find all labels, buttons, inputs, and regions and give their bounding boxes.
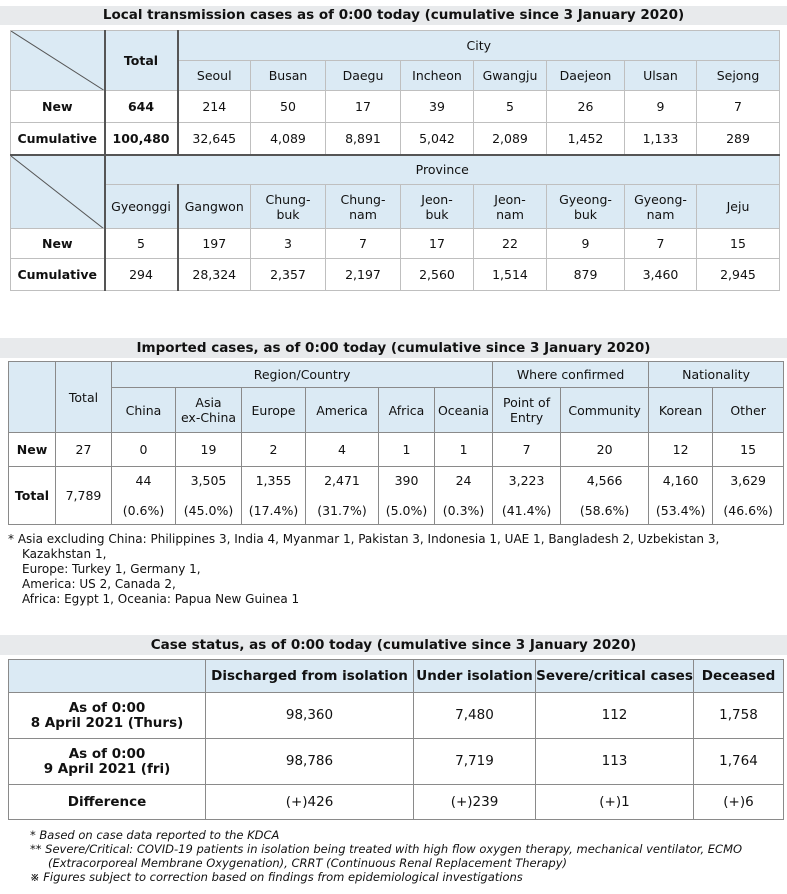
city-new-value: 50 [251,91,326,123]
city-new-value: 7 [697,91,780,123]
imported-new-value: 20 [561,433,649,467]
status-row-label: As of 0:00 9 April 2021 (fri) [9,739,206,785]
province-cumulative-value: 879 [547,259,625,291]
province-name: Jeon- buk [401,185,474,229]
city-name: Incheon [401,61,474,91]
note-line: * Asia excluding China: Philippines 3, India 4, Myanmar 1, Pakistan 3, Indonesia 1, UAE 1, Bangladesh 2, Uzbekistan 3, [8,532,720,546]
row-label-cumulative: Cumulative [11,123,105,155]
province-cumulative-value: 2,197 [326,259,401,291]
city-new-value: 9 [625,91,697,123]
note-line: Europe: Turkey 1, Germany 1, [22,562,201,576]
imported-total-new: 27 [56,433,112,467]
note-line: * Based on case data reported to the KDCA [30,828,280,842]
imported-column-name: Asia ex-China [176,388,242,433]
row-label-cumulative: Cumulative [11,259,105,291]
status-header: Deceased [694,660,784,693]
province-new-value: 22 [474,229,547,259]
province-new-value: 7 [326,229,401,259]
note-line: America: US 2, Canada 2, [22,577,176,591]
nationality-group-header: Nationality [649,362,784,388]
province-cumulative-value: 1,514 [474,259,547,291]
status-difference-value: (+)1 [536,785,694,820]
status-value: 112 [536,693,694,739]
local-title: Local transmission cases as of 0:00 today (cumulative since 3 January 2020) [0,6,787,25]
province-new-value: 15 [697,229,780,259]
row-label-total: Total [9,467,56,525]
city-cumulative-value: 8,891 [326,123,401,155]
imported-column-name: Oceania [435,388,493,433]
status-row-label: As of 0:00 8 April 2021 (Thurs) [9,693,206,739]
imported-column-name: China [112,388,176,433]
row-label-new: New [9,433,56,467]
city-new-value: 214 [178,91,251,123]
city-name: Daejeon [547,61,625,91]
status-value: 113 [536,739,694,785]
imported-total-value: 3,223 (41.4%) [493,467,561,525]
imported-new-value: 7 [493,433,561,467]
province-new-value: 9 [547,229,625,259]
local-total-new: 644 [105,91,178,123]
status-corner-cell [9,660,206,693]
city-cumulative-value: 4,089 [251,123,326,155]
city-name: Busan [251,61,326,91]
imported-new-value: 4 [306,433,379,467]
local-transmission-table [10,30,780,291]
status-notes [30,828,780,884]
note-line: (Extracorporeal Membrane Oxygenation), CRRT (Continuous Renal Replacement Therapy) [48,856,567,870]
imported-column-name: Korean [649,388,713,433]
city-cumulative-value: 5,042 [401,123,474,155]
local-total-header: Total [105,31,178,91]
status-value: 98,786 [206,739,414,785]
province-cumulative-value: 28,324 [178,259,251,291]
case-status-table [8,659,784,820]
imported-new-value: 1 [435,433,493,467]
city-name: Seoul [178,61,251,91]
city-new-value: 5 [474,91,547,123]
imported-column-name: Europe [242,388,306,433]
province-cumulative-value: 3,460 [625,259,697,291]
province-new-value: 17 [401,229,474,259]
province-cumulative-value: 294 [105,259,178,291]
province-name: Gyeong- buk [547,185,625,229]
row-label-new: New [11,229,105,259]
status-value: 1,764 [694,739,784,785]
imported-new-value: 12 [649,433,713,467]
province-cumulative-value: 2,945 [697,259,780,291]
note-line: Kazakhstan 1, [22,547,107,561]
imported-total-value: 44 (0.6%) [112,467,176,525]
imported-column-name: Other [713,388,784,433]
imported-new-value: 2 [242,433,306,467]
city-name: Gwangju [474,61,547,91]
imported-total-value: 1,355 (17.4%) [242,467,306,525]
imported-corner-cell [9,362,56,433]
imported-new-value: 0 [112,433,176,467]
status-value: 1,758 [694,693,784,739]
status-value: 7,719 [414,739,536,785]
status-header: Discharged from isolation [206,660,414,693]
imported-cases-table [8,361,784,525]
province-name: Jeju [697,185,780,229]
imported-total-value: 390 (5.0%) [379,467,435,525]
city-name: Sejong [697,61,780,91]
where-confirmed-group-header: Where confirmed [493,362,649,388]
status-header: Under isolation [414,660,536,693]
imported-total-value: 3,629 (46.6%) [713,467,784,525]
note-line: ※ Figures subject to correction based on findings from epidemiological investigations [30,870,523,884]
province-name: Gyeong- nam [625,185,697,229]
note-line: Africa: Egypt 1, Oceania: Papua New Guinea 1 [22,592,300,606]
city-cumulative-value: 1,452 [547,123,625,155]
status-difference-value: (+)426 [206,785,414,820]
province-name: Chung- nam [326,185,401,229]
region-group-header: Region/Country [112,362,493,388]
status-value: 7,480 [414,693,536,739]
city-cumulative-value: 1,133 [625,123,697,155]
status-difference-value: (+)6 [694,785,784,820]
imported-total-value: 2,471 (31.7%) [306,467,379,525]
status-difference-label: Difference [9,785,206,820]
province-name: Gangwon [178,185,251,229]
province-group-header: Province [105,155,780,185]
city-cumulative-value: 289 [697,123,780,155]
imported-column-name: America [306,388,379,433]
province-new-value: 3 [251,229,326,259]
city-group-header: City [178,31,780,61]
province-name: Chung- buk [251,185,326,229]
imported-column-name: Africa [379,388,435,433]
imported-total-header: Total [56,362,112,433]
province-cumulative-value: 2,357 [251,259,326,291]
city-name: Daegu [326,61,401,91]
imported-total-value: 24 (0.3%) [435,467,493,525]
imported-title: Imported cases, as of 0:00 today (cumulative since 3 January 2020) [0,338,787,358]
city-new-value: 17 [326,91,401,123]
status-header: Severe/critical cases [536,660,694,693]
province-new-value: 7 [625,229,697,259]
note-line: ** Severe/Critical: COVID-19 patients in isolation being treated with high flow oxygen therapy, mechanical ventilator, ECMO [30,842,743,856]
status-difference-value: (+)239 [414,785,536,820]
province-name: Jeon- nam [474,185,547,229]
province-new-value: 5 [105,229,178,259]
city-new-value: 39 [401,91,474,123]
imported-total-total: 7,789 [56,467,112,525]
province-name: Gyeonggi [105,185,178,229]
province-cumulative-value: 2,560 [401,259,474,291]
city-cumulative-value: 32,645 [178,123,251,155]
imported-new-value: 15 [713,433,784,467]
local-total-cumulative: 100,480 [105,123,178,155]
imported-new-value: 1 [379,433,435,467]
imported-notes [8,532,778,607]
province-corner-cell [11,155,105,229]
city-cumulative-value: 2,089 [474,123,547,155]
status-title: Case status, as of 0:00 today (cumulative since 3 January 2020) [0,635,787,655]
city-name: Ulsan [625,61,697,91]
imported-total-value: 4,566 (58.6%) [561,467,649,525]
imported-column-name: Point of Entry [493,388,561,433]
imported-total-value: 4,160 (53.4%) [649,467,713,525]
imported-new-value: 19 [176,433,242,467]
imported-total-value: 3,505 (45.0%) [176,467,242,525]
city-new-value: 26 [547,91,625,123]
imported-column-name: Community [561,388,649,433]
city-corner-cell [11,31,105,91]
province-new-value: 197 [178,229,251,259]
row-label-new: New [11,91,105,123]
status-value: 98,360 [206,693,414,739]
